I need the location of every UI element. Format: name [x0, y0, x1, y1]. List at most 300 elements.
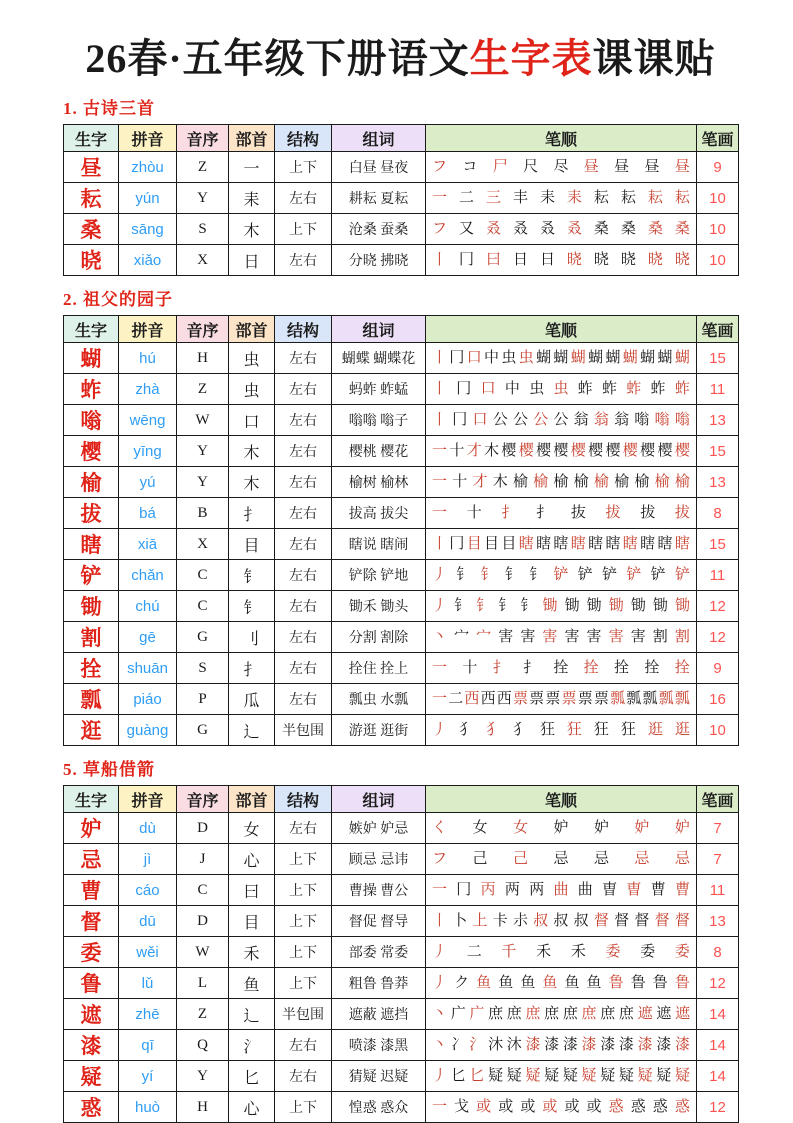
stroke-step: 庶: [525, 1005, 541, 1022]
stroke-step: 票: [577, 690, 593, 707]
stroke-step: 瞎: [536, 535, 552, 552]
header-row: [64, 125, 739, 152]
initial-cell: Z: [177, 152, 229, 183]
stroke-step: 瓢: [674, 690, 690, 707]
stroke-step: 害: [498, 628, 514, 645]
stroke-step: 或: [542, 1098, 558, 1115]
stroke-step: 丶: [432, 1036, 448, 1053]
stroke-step: 目: [501, 535, 517, 552]
stroke-step: 禾: [536, 943, 552, 960]
stroke-step: 惑: [674, 1098, 690, 1115]
stroke-step: 害: [630, 628, 646, 645]
stroke-step: 忌: [674, 850, 690, 867]
initial-cell: C: [177, 875, 229, 906]
stroke-step: 漆: [525, 1036, 541, 1053]
stroke-step: 禾: [570, 943, 586, 960]
stroke-step: 耒: [566, 189, 582, 206]
stroke-order-sequence: [432, 692, 690, 707]
stroke-step: 昼: [674, 158, 690, 175]
stroke-step: 钅: [456, 566, 472, 583]
stroke-order-cell: [426, 715, 697, 746]
structure-cell: 左右: [275, 498, 332, 529]
stroke-step: 铲: [602, 566, 618, 583]
stroke-step: 目: [484, 535, 500, 552]
initial-cell: X: [177, 245, 229, 276]
stroke-step: 冫: [450, 1036, 466, 1053]
col-header-words: 组词: [332, 316, 426, 343]
pinyin-cell: zhòu: [119, 152, 177, 183]
stroke-order-sequence: [432, 1100, 690, 1115]
stroke-step: 狂: [620, 721, 636, 738]
stroke-order-cell: [426, 245, 697, 276]
stroke-step: 叒: [485, 220, 501, 237]
initial-cell: L: [177, 968, 229, 999]
stroke-step: 晓: [593, 251, 609, 268]
char-cell: 遮: [64, 999, 119, 1030]
stroke-step: 疑: [581, 1067, 597, 1084]
pinyin-cell: hú: [119, 343, 177, 374]
words-cell: 督促 督导: [332, 906, 426, 937]
char-cell: 逛: [64, 715, 119, 746]
stroke-step: 害: [586, 628, 602, 645]
structure-cell: 左右: [275, 436, 332, 467]
table-row: [64, 937, 739, 968]
stroke-step: 耘: [593, 189, 609, 206]
stroke-step: 二: [448, 690, 464, 707]
stroke-step: 中: [484, 349, 500, 366]
stroke-step: 日: [539, 251, 555, 268]
stroke-step: 漆: [600, 1036, 616, 1053]
stroke-step: 虫: [529, 380, 545, 397]
stroke-step: 叔: [573, 912, 589, 929]
table-row: [64, 1030, 739, 1061]
char-cell: 疑: [64, 1061, 119, 1092]
pinyin-cell: cáo: [119, 875, 177, 906]
stroke-step: 叒: [512, 220, 528, 237]
stroke-step: 锄: [652, 597, 668, 614]
stroke-step: 昼: [583, 158, 599, 175]
structure-cell: 左右: [275, 529, 332, 560]
initial-cell: J: [177, 844, 229, 875]
radical-cell: 辶: [229, 999, 275, 1030]
stroke-step: く: [432, 819, 448, 836]
table-row: [64, 844, 739, 875]
stroke-step: 疑: [618, 1067, 634, 1084]
char-cell: 嗡: [64, 405, 119, 436]
initial-cell: X: [177, 529, 229, 560]
stroke-order-sequence: [432, 1038, 690, 1053]
stroke-step: 氵: [469, 1036, 485, 1053]
stroke-step: 铲: [650, 566, 666, 583]
structure-cell: 左右: [275, 684, 332, 715]
words-cell: 顾忌 忌讳: [332, 844, 426, 875]
table-head: [64, 125, 739, 152]
col-header-initial: 音序: [177, 786, 229, 813]
radical-cell: 日: [229, 245, 275, 276]
stroke-step: 榆: [553, 473, 569, 490]
stroke-order-cell: [426, 875, 697, 906]
stroke-step: 樱: [570, 442, 586, 459]
stroke-step: ク: [454, 974, 470, 991]
stroke-step: 广: [469, 1005, 485, 1022]
stroke-count-cell: 12: [697, 591, 739, 622]
stroke-step: 口: [472, 411, 488, 428]
stroke-step: 樱: [622, 442, 638, 459]
stroke-count-cell: 15: [697, 436, 739, 467]
stroke-count-cell: 13: [697, 405, 739, 436]
stroke-step: 曲: [577, 881, 593, 898]
stroke-step: 瓢: [626, 690, 642, 707]
stroke-order-cell: [426, 622, 697, 653]
structure-cell: 左右: [275, 467, 332, 498]
table-row: [64, 560, 739, 591]
stroke-step: 嗡: [674, 411, 690, 428]
stroke-order-cell: [426, 813, 697, 844]
table-row: [64, 906, 739, 937]
stroke-step: 钅: [498, 597, 514, 614]
initial-cell: B: [177, 498, 229, 529]
stroke-step: 瓢: [642, 690, 658, 707]
section-heading: 2. 祖父的园子: [63, 290, 173, 309]
stroke-step: 蚱: [626, 380, 642, 397]
radical-cell: 匕: [229, 1061, 275, 1092]
stroke-step: 鱼: [564, 974, 580, 991]
words-cell: 惶惑 惑众: [332, 1092, 426, 1123]
stroke-step: 瞎: [553, 535, 569, 552]
stroke-step: 匕: [450, 1067, 466, 1084]
stroke-step: 蚱: [577, 380, 593, 397]
stroke-step: 沐: [506, 1036, 522, 1053]
words-cell: 拔高 拔尖: [332, 498, 426, 529]
stroke-step: 榆: [674, 473, 690, 490]
stroke-step: 督: [614, 912, 630, 929]
stroke-order-sequence: [432, 945, 690, 960]
stroke-step: 樱: [674, 442, 690, 459]
stroke-step: 沐: [488, 1036, 504, 1053]
stroke-step: 狂: [539, 721, 555, 738]
pinyin-cell: xiā: [119, 529, 177, 560]
pinyin-cell: sāng: [119, 214, 177, 245]
stroke-step: 上: [472, 912, 488, 929]
radical-cell: 禾: [229, 937, 275, 968]
stroke-order-sequence: [432, 1069, 690, 1084]
stroke-step: 三: [485, 189, 501, 206]
radical-cell: 扌: [229, 498, 275, 529]
words-cell: 猜疑 迟疑: [332, 1061, 426, 1092]
table-row: [64, 622, 739, 653]
pinyin-cell: jì: [119, 844, 177, 875]
stroke-step: 督: [674, 912, 690, 929]
stroke-step: 瞎: [640, 535, 656, 552]
pinyin-cell: gē: [119, 622, 177, 653]
stroke-step: 扌: [501, 504, 517, 521]
stroke-count-cell: 7: [697, 813, 739, 844]
stroke-step: 蝴: [588, 349, 604, 366]
pinyin-cell: chǎn: [119, 560, 177, 591]
stroke-step: 或: [498, 1098, 514, 1115]
stroke-step: 票: [593, 690, 609, 707]
stroke-step: 督: [654, 912, 670, 929]
stroke-step: 樱: [605, 442, 621, 459]
stroke-step: 耒: [539, 189, 555, 206]
table-body: [64, 343, 739, 746]
stroke-step: 忌: [593, 850, 609, 867]
table-row: [64, 498, 739, 529]
char-cell: 铲: [64, 560, 119, 591]
char-cell: 忌: [64, 844, 119, 875]
table-row: [64, 591, 739, 622]
stroke-count-cell: 9: [697, 653, 739, 684]
col-header-initial: 音序: [177, 125, 229, 152]
stroke-step: 扌: [523, 659, 539, 676]
stroke-order-sequence: [432, 599, 690, 614]
stroke-step: 铲: [553, 566, 569, 583]
stroke-step: 蚱: [650, 380, 666, 397]
stroke-step: 蝴: [657, 349, 673, 366]
stroke-step: 拴: [674, 659, 690, 676]
stroke-step: 丙: [480, 881, 496, 898]
stroke-step: 割: [674, 628, 690, 645]
pinyin-cell: yīng: [119, 436, 177, 467]
char-cell: 耘: [64, 183, 119, 214]
stroke-step: 庶: [544, 1005, 560, 1022]
stroke-step: 目: [466, 535, 482, 552]
stroke-step: 抜: [570, 504, 586, 521]
pinyin-cell: lǔ: [119, 968, 177, 999]
stroke-step: 桑: [620, 220, 636, 237]
stroke-step: 己: [472, 850, 488, 867]
stroke-step: 日: [512, 251, 528, 268]
stroke-step: 公: [553, 411, 569, 428]
stroke-step: 钅: [529, 566, 545, 583]
stroke-step: 耘: [620, 189, 636, 206]
pinyin-cell: qī: [119, 1030, 177, 1061]
stroke-step: 宀: [454, 628, 470, 645]
stroke-step: 公: [492, 411, 508, 428]
stroke-step: 漆: [656, 1036, 672, 1053]
stroke-step: 鱼: [542, 974, 558, 991]
stroke-order-sequence: [432, 506, 690, 521]
stroke-order-cell: [426, 684, 697, 715]
radical-cell: 女: [229, 813, 275, 844]
col-header-stroke-count: 笔画: [697, 125, 739, 152]
char-cell: 曹: [64, 875, 119, 906]
stroke-step: 瞎: [657, 535, 673, 552]
stroke-order-cell: [426, 1030, 697, 1061]
stroke-step: 榆: [573, 473, 589, 490]
initial-cell: W: [177, 937, 229, 968]
stroke-step: 蝴: [674, 349, 690, 366]
stroke-step: 曺: [602, 881, 618, 898]
stroke-step: 疑: [525, 1067, 541, 1084]
pinyin-cell: huò: [119, 1092, 177, 1123]
stroke-step: 或: [564, 1098, 580, 1115]
stroke-step: 忌: [553, 850, 569, 867]
stroke-order-sequence: [432, 883, 690, 898]
stroke-step: 樱: [553, 442, 569, 459]
words-cell: 拴住 拴上: [332, 653, 426, 684]
structure-cell: 左右: [275, 813, 332, 844]
stroke-step: 锄: [630, 597, 646, 614]
pinyin-cell: shuān: [119, 653, 177, 684]
stroke-step: 票: [561, 690, 577, 707]
col-header-char: 生字: [64, 125, 119, 152]
radical-cell: 口: [229, 405, 275, 436]
radical-cell: 瓜: [229, 684, 275, 715]
stroke-step: 钅: [520, 597, 536, 614]
stroke-step: 樱: [518, 442, 534, 459]
structure-cell: 左右: [275, 183, 332, 214]
stroke-count-cell: 14: [697, 1030, 739, 1061]
stroke-step: 西: [464, 690, 480, 707]
words-cell: 遮蔽 遮挡: [332, 999, 426, 1030]
stroke-step: 榆: [654, 473, 670, 490]
stroke-step: 冂: [449, 349, 465, 366]
stroke-order-sequence: [432, 821, 690, 836]
stroke-order-cell: [426, 436, 697, 467]
initial-cell: Q: [177, 1030, 229, 1061]
structure-cell: 上下: [275, 214, 332, 245]
structure-cell: 左右: [275, 343, 332, 374]
stroke-order-sequence: [432, 568, 690, 583]
char-cell: 惑: [64, 1092, 119, 1123]
col-header-initial: 音序: [177, 316, 229, 343]
stroke-step: 妒: [593, 819, 609, 836]
stroke-step: 翁: [573, 411, 589, 428]
stroke-order-cell: [426, 405, 697, 436]
stroke-step: 漆: [637, 1036, 653, 1053]
stroke-step: 拴: [553, 659, 569, 676]
radical-cell: 氵: [229, 1030, 275, 1061]
radical-cell: 虫: [229, 343, 275, 374]
pinyin-cell: wěi: [119, 937, 177, 968]
pinyin-cell: dù: [119, 813, 177, 844]
char-cell: 委: [64, 937, 119, 968]
radical-cell: 扌: [229, 653, 275, 684]
stroke-step: 委: [605, 943, 621, 960]
stroke-step: 丶: [432, 628, 448, 645]
stroke-order-cell: [426, 844, 697, 875]
stroke-step: 蝴: [570, 349, 586, 366]
stroke-step: 鱼: [586, 974, 602, 991]
stroke-step: 桑: [593, 220, 609, 237]
stroke-count-cell: 7: [697, 844, 739, 875]
stroke-step: 拔: [605, 504, 621, 521]
stroke-step: 票: [512, 690, 528, 707]
stroke-count-cell: 13: [697, 906, 739, 937]
structure-cell: 上下: [275, 152, 332, 183]
table-row: [64, 245, 739, 276]
radical-cell: 刂: [229, 622, 275, 653]
stroke-order-cell: [426, 906, 697, 937]
stroke-step: 一: [432, 473, 448, 490]
words-cell: 耕耘 夏耘: [332, 183, 426, 214]
stroke-step: 口: [466, 349, 482, 366]
stroke-order-cell: [426, 183, 697, 214]
radical-cell: 钅: [229, 591, 275, 622]
stroke-step: 锄: [674, 597, 690, 614]
stroke-step: コ: [462, 158, 478, 175]
words-cell: 樱桃 樱花: [332, 436, 426, 467]
stroke-order-cell: [426, 498, 697, 529]
radical-cell: 木: [229, 436, 275, 467]
stroke-step: 冂: [458, 251, 474, 268]
stroke-step: 丨: [432, 411, 448, 428]
stroke-step: 十: [462, 659, 478, 676]
initial-cell: D: [177, 906, 229, 937]
header-row: [64, 316, 739, 343]
col-header-pinyin: 拼音: [119, 125, 177, 152]
words-cell: 曹操 曹公: [332, 875, 426, 906]
stroke-step: 或: [520, 1098, 536, 1115]
structure-cell: 左右: [275, 653, 332, 684]
stroke-step: 妒: [674, 819, 690, 836]
initial-cell: D: [177, 813, 229, 844]
radical-cell: 心: [229, 1092, 275, 1123]
stroke-step: 翁: [614, 411, 630, 428]
stroke-count-cell: 16: [697, 684, 739, 715]
stroke-step: 钅: [480, 566, 496, 583]
stroke-step: 虫: [501, 349, 517, 366]
char-cell: 蚱: [64, 374, 119, 405]
stroke-step: 冂: [456, 881, 472, 898]
stroke-step: 狂: [566, 721, 582, 738]
stroke-order-sequence: [432, 444, 690, 459]
table-row: [64, 436, 739, 467]
stroke-order-cell: [426, 560, 697, 591]
stroke-count-cell: 12: [697, 1092, 739, 1123]
table-row: [64, 1092, 739, 1123]
pinyin-cell: guàng: [119, 715, 177, 746]
table-body: [64, 813, 739, 1123]
structure-cell: 左右: [275, 245, 332, 276]
structure-cell: 左右: [275, 374, 332, 405]
stroke-count-cell: 14: [697, 1061, 739, 1092]
words-cell: 嗡嗡 嗡子: [332, 405, 426, 436]
stroke-step: 一: [432, 690, 448, 707]
stroke-step: 丿: [432, 1067, 448, 1084]
stroke-count-cell: 10: [697, 183, 739, 214]
stroke-count-cell: 12: [697, 622, 739, 653]
initial-cell: H: [177, 1092, 229, 1123]
stroke-step: 钅: [504, 566, 520, 583]
stroke-step: 丨: [432, 349, 448, 366]
table-row: [64, 684, 739, 715]
stroke-order-cell: [426, 214, 697, 245]
stroke-step: 遮: [656, 1005, 672, 1022]
stroke-step: 疑: [562, 1067, 578, 1084]
col-header-pinyin: 拼音: [119, 786, 177, 813]
table-row: [64, 999, 739, 1030]
stroke-step: 榆: [593, 473, 609, 490]
stroke-step: 鱼: [520, 974, 536, 991]
col-header-radical: 部首: [229, 316, 275, 343]
stroke-step: 木: [492, 473, 508, 490]
words-cell: 粗鲁 鲁莽: [332, 968, 426, 999]
stroke-step: 中: [504, 380, 520, 397]
stroke-step: 惑: [608, 1098, 624, 1115]
stroke-step: 蝴: [622, 349, 638, 366]
stroke-step: 一: [432, 659, 448, 676]
words-cell: 蝴蝶 蝴蝶花: [332, 343, 426, 374]
char-cell: 漆: [64, 1030, 119, 1061]
stroke-step: 惑: [652, 1098, 668, 1115]
stroke-step: 犭: [485, 721, 501, 738]
stroke-step: 瞎: [588, 535, 604, 552]
words-cell: 分晓 拂晓: [332, 245, 426, 276]
stroke-step: 瓢: [658, 690, 674, 707]
sections-container: [63, 94, 738, 1123]
